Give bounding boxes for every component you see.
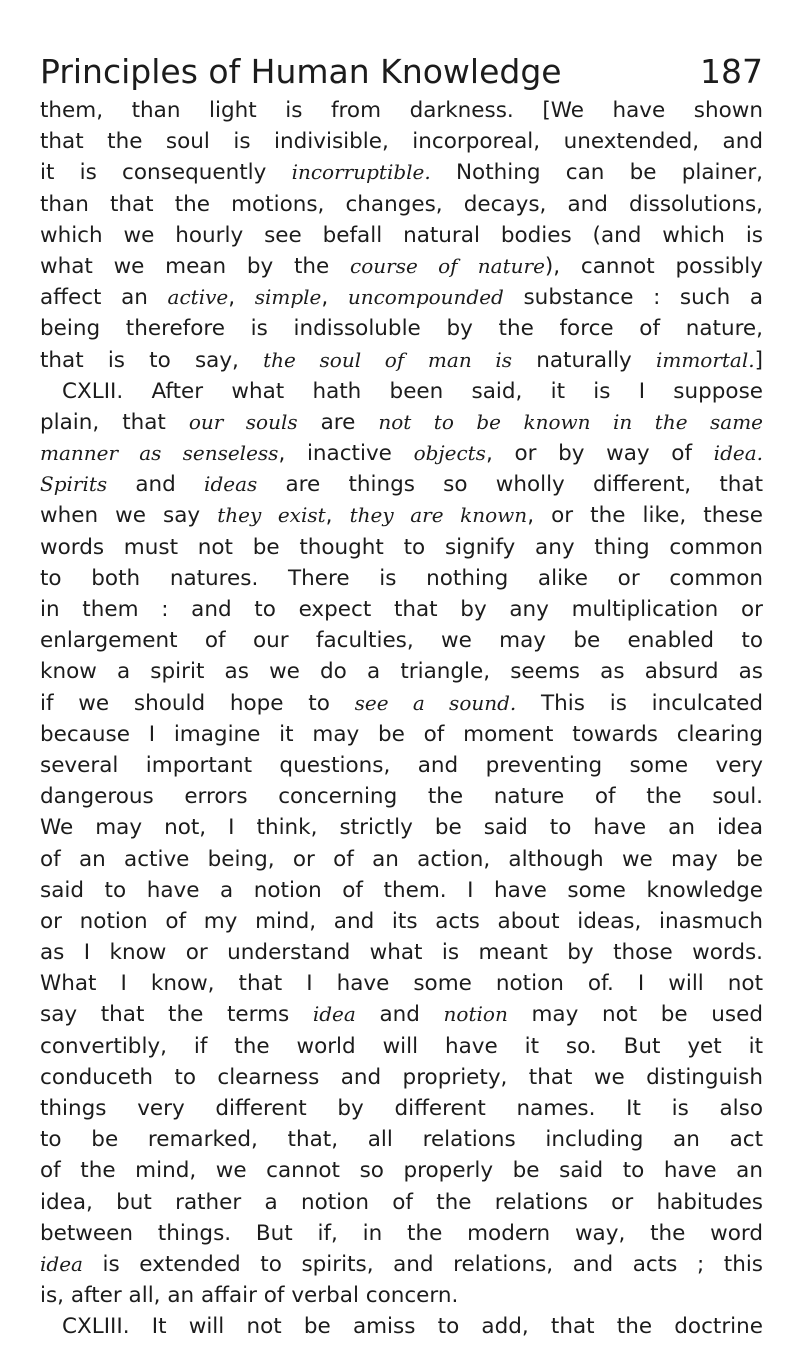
text-run: of an active being, or of an action, although we may be [40, 846, 763, 872]
italic-text: idea [40, 1251, 83, 1276]
text-run: to be remarked, that, all relations including an act [40, 1127, 763, 1153]
text-run: are things so wholly different, that [257, 472, 763, 498]
text-run: are [297, 409, 379, 435]
text-line [40, 126, 763, 157]
text-run: What I know, that I have some notion of. I will not [40, 971, 763, 997]
italic-text: they exist [217, 503, 326, 528]
text-line [40, 750, 763, 781]
text-run: to both natures. There is nothing alike or common [40, 565, 763, 591]
text-run: CXLIII. It will not be amiss to add, that the doctrine [62, 1314, 763, 1340]
text-line [40, 812, 763, 843]
italic-text: notion [443, 1002, 508, 1027]
text-line [40, 844, 763, 875]
text-run: , or by way of [485, 441, 714, 467]
running-header [40, 50, 763, 94]
text-run: convertibly, if the world will have it so. But yet it [40, 1033, 763, 1059]
text-line [40, 1187, 763, 1218]
text-run: in them : and to expect that by any multiplication or [40, 597, 763, 622]
text-run: of the mind, we cannot so properly be said to have an [40, 1158, 763, 1184]
text-line [40, 906, 763, 937]
text-run: it is consequently [40, 160, 292, 186]
text-line [40, 999, 763, 1030]
text-line [40, 656, 763, 687]
body-text [40, 95, 763, 1343]
text-run: what we mean by the [40, 253, 351, 279]
text-run: and [107, 472, 205, 498]
text-line [40, 625, 763, 656]
text-run: substance : such a [503, 285, 763, 311]
text-run: and [355, 1002, 444, 1028]
text-run: is extended to spirits, and relations, and acts ; this [82, 1251, 763, 1277]
text-line [40, 1311, 763, 1342]
text-line [40, 781, 763, 812]
text-line [40, 1155, 763, 1186]
page-number: 187 [700, 52, 763, 91]
italic-text: Spirits [40, 472, 108, 497]
text-line [40, 500, 763, 531]
text-run: said to have a notion of them. I have some knowledge [40, 877, 763, 903]
text-line [40, 220, 763, 251]
text-run: , [228, 285, 255, 311]
text-run: idea, but rather a notion of the relations or habitudes [40, 1189, 763, 1215]
text-line [40, 1062, 763, 1093]
text-line [40, 95, 763, 126]
italic-text: the soul of man is [263, 347, 513, 372]
italic-text: they are known [349, 503, 528, 528]
text-run: affect an [40, 285, 168, 311]
text-run: know a spirit as we do a triangle, seems as absurd as [40, 659, 763, 685]
text-line [40, 157, 763, 188]
text-line [40, 1249, 763, 1280]
text-run: , or the like, these [527, 503, 763, 529]
text-run: ), cannot possibly [544, 253, 763, 279]
text-run: than that the motions, changes, decays, and dissolutions, [40, 191, 763, 217]
text-line [40, 438, 763, 469]
text-run: CXLII. After what hath been said, it is I suppose [62, 378, 763, 404]
text-run: This is inculcated [516, 690, 763, 716]
text-run: , [321, 285, 348, 311]
text-run: being therefore is indissoluble by the force of nature, [40, 316, 763, 342]
text-run: , inactive [278, 441, 414, 467]
text-run: dangerous errors concerning the nature of the soul. [40, 784, 763, 810]
text-line [40, 968, 763, 999]
italic-text: ideas [204, 472, 258, 497]
italic-text: our souls [188, 409, 298, 434]
text-run: because I imagine it may be of moment towards clearing [40, 721, 763, 747]
text-run: between things. But if, in the modern way, the word [40, 1220, 763, 1246]
text-run: say that the terms [40, 1002, 313, 1028]
text-run: naturally [512, 347, 656, 373]
text-line [40, 282, 763, 313]
italic-text: see a sound. [354, 690, 517, 715]
text-line [40, 937, 763, 968]
text-run: that the soul is indivisible, incorporeal, unextended, and [40, 129, 763, 155]
italic-text: simple [254, 285, 322, 310]
text-run: that is to say, [40, 347, 264, 373]
italic-text: course of nature [350, 253, 545, 278]
text-run: is, after all, an affair of verbal concern. [40, 1283, 459, 1309]
text-line [40, 469, 763, 500]
text-line [40, 532, 763, 563]
text-line [40, 1093, 763, 1124]
text-run: or notion of my mind, and its acts about ideas, inasmuch [40, 908, 763, 934]
italic-text: immortal. [655, 347, 755, 372]
text-line [40, 1280, 763, 1311]
text-run: things very different by different names. It is also [40, 1096, 763, 1121]
text-line [40, 376, 763, 407]
text-line [40, 594, 763, 625]
text-run: may not be used [507, 1002, 763, 1028]
text-run: ] [754, 347, 763, 373]
running-title: Principles of Human Knowledge [40, 52, 562, 91]
text-line [40, 563, 763, 594]
italic-text: objects [413, 441, 486, 466]
italic-text: not to be known in the same [378, 409, 763, 434]
text-run: when we say [40, 503, 218, 529]
text-run: enlargement of our faculties, we may be enabled to [40, 628, 763, 654]
italic-text: uncompounded [347, 285, 504, 310]
text-line [40, 1031, 763, 1062]
italic-text: incorruptible. [291, 160, 431, 185]
italic-text: idea. [713, 441, 763, 466]
text-line [40, 1218, 763, 1249]
italic-text: active [167, 285, 229, 310]
text-run: which we hourly see befall natural bodies (and which is [40, 222, 763, 248]
text-line [40, 875, 763, 906]
italic-text: idea [312, 1002, 356, 1027]
text-run: them, than light is from darkness. [We have shown [40, 98, 763, 123]
text-run: as I know or understand what is meant by those words. [40, 940, 763, 966]
text-run: conduceth to clearness and propriety, that we distinguish [40, 1064, 763, 1090]
text-run: several important questions, and preventing some very [40, 752, 763, 778]
text-run: plain, that [40, 409, 189, 435]
text-run: if we should hope to [40, 690, 355, 716]
italic-text: manner as senseless [40, 441, 279, 466]
text-run: Nothing can be plainer, [430, 160, 763, 186]
text-line [40, 189, 763, 220]
text-run: words must not be thought to signify any thing common [40, 534, 763, 560]
text-run: , [325, 503, 350, 529]
text-line [40, 719, 763, 750]
text-run: We may not, I think, strictly be said to have an idea [40, 815, 763, 841]
text-line [40, 313, 763, 344]
text-line [40, 407, 763, 438]
text-line [40, 688, 763, 719]
text-line [40, 251, 763, 282]
text-line [40, 345, 763, 376]
text-line [40, 1124, 763, 1155]
